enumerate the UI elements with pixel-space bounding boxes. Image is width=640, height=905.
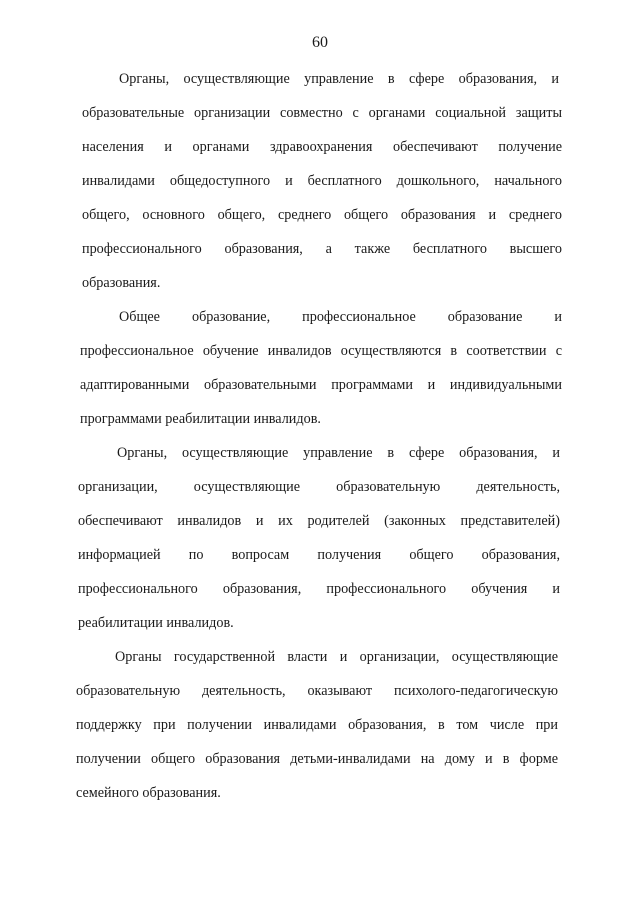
paragraph-line: профессионального образования, профессионального обучения и — [78, 581, 560, 597]
paragraph-line: Органы, осуществляющие управление в сфере образования, и — [117, 445, 560, 461]
paragraph-line: поддержку при получении инвалидами образования, в том числе при — [76, 717, 558, 733]
paragraph-line: профессиональное обучение инвалидов осуществляются в соответствии с — [80, 343, 562, 359]
paragraph-line: инвалидами общедоступного и бесплатного дошкольного, начального — [82, 173, 562, 189]
paragraph-line: организации, осуществляющие образовательную деятельность, — [78, 479, 560, 495]
paragraph-line: образовательные организации совместно с органами социальной защиты — [82, 105, 562, 121]
paragraph-line: программами реабилитации инвалидов. — [80, 411, 321, 427]
paragraph-line: семейного образования. — [76, 785, 221, 801]
page-number: 60 — [312, 34, 328, 51]
paragraph-line: населения и органами здравоохранения обеспечивают получение — [82, 139, 562, 155]
paragraph-line: информацией по вопросам получения общего образования, — [78, 547, 560, 563]
paragraph-line: обеспечивают инвалидов и их родителей (законных представителей) — [78, 513, 560, 529]
paragraph-line: образовательную деятельность, оказывают психолого-педагогическую — [76, 683, 558, 699]
paragraph-line: получении общего образования детьми-инвалидами на дому и в форме — [76, 751, 558, 767]
paragraph-line: адаптированными образовательными программами и индивидуальными — [80, 377, 562, 393]
paragraph-line: образования. — [82, 275, 161, 291]
paragraph-line: профессионального образования, а также бесплатного высшего — [82, 241, 562, 257]
paragraph-line: Органы, осуществляющие управление в сфере образования, и — [119, 71, 559, 87]
paragraph-line: реабилитации инвалидов. — [78, 615, 234, 631]
paragraph-line: Общее образование, профессиональное образование и — [119, 309, 562, 325]
paragraph-line: Органы государственной власти и организации, осуществляющие — [115, 649, 558, 665]
paragraph-line: общего, основного общего, среднего общего образования и среднего — [82, 207, 562, 223]
